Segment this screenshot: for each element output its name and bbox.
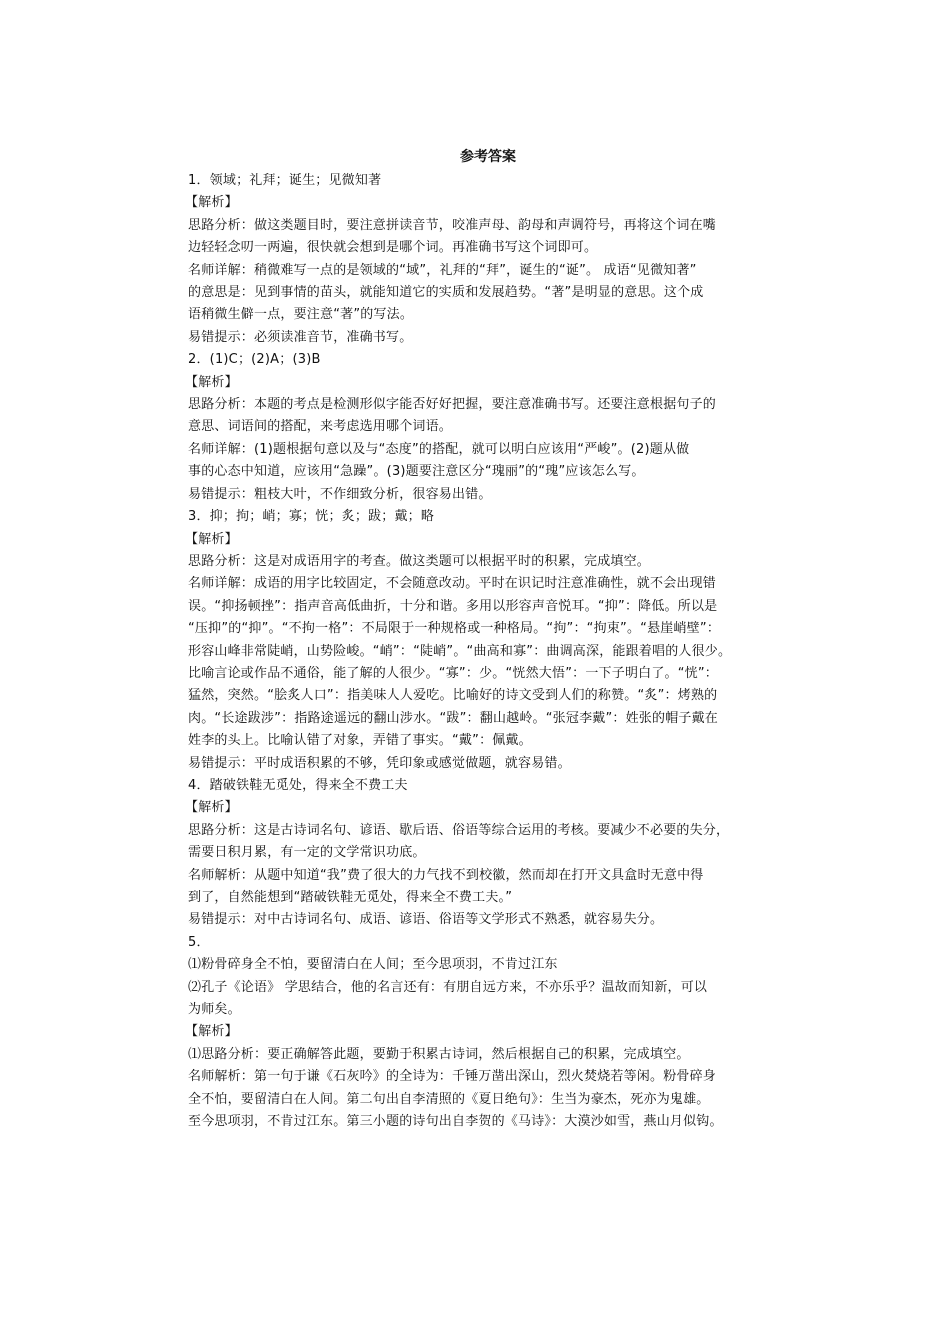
line-8: 易错提示：必须读准音节，准确书写。 — [188, 329, 413, 345]
line-1: 1．领域；礼拜；诞生；见微知著 — [188, 173, 382, 188]
line-32: 名师解析：从题中知道“我”费了很大的力气找不到校徽，然而却在打开文具盒时无意中得 — [188, 867, 704, 883]
line-17: 【解析】 — [185, 531, 238, 547]
line-3: 思路分析：做这类题目时，要注意拼读音节，咬准声母、韵母和声调符号，再将这个词在嘴 — [188, 217, 717, 233]
line-34: 易错提示：对中古诗词名句、成语、谚语、俗语等文学形式不熟悉，就容易失分。 — [188, 912, 664, 928]
line-23: 比喻言论或作品不通俗，能了解的人很少。“寡”：少。“恍然大悟”：一下子明白了。“恍”： — [188, 665, 719, 681]
line-24: 猛然，突然。“脍炙人口”：指美味人人爱吃。比喻好的诗文受到人们的称赞。“炙”：烤熟的 — [188, 688, 718, 704]
document-body — [185, 170, 788, 1133]
line-29: 【解析】 — [185, 800, 238, 816]
line-11: 思路分析：本题的考点是检测形似字能否好好把握，要注意准确书写。还要注意根据句子的 — [188, 397, 717, 413]
line-37: ⑵孔子《论语》 学思结合，他的名言还有：有朋自远方来，不亦乐乎？温故而知新，可以 — [188, 979, 708, 995]
answer-document — [185, 146, 788, 1133]
line-35: 5． — [188, 934, 210, 950]
line-12: 意思、词语间的搭配，来考虑选用哪个词语。 — [188, 419, 453, 435]
line-19: 名师详解：成语的用字比较固定，不会随意改动。平时在识记时注意准确性，就不会出现错 — [188, 576, 717, 592]
line-25: 肉。“长途跋涉”：指路途遥远的翻山涉水。“跋”：翻山越岭。“张冠李戴”：姓张的帽子戴在 — [188, 710, 719, 726]
line-4: 边轻轻念叨一两遍，很快就会想到是哪个词。再准确书写这个词即可。 — [188, 240, 598, 256]
line-14: 事的心态中知道，应该用“急躁”。(3)题要注意区分“瑰丽”的“瑰”应该怎么写。 — [188, 464, 645, 480]
line-33: 到了，自然能想到“踏破铁鞋无觅处，得来全不费工夫。” — [188, 890, 513, 905]
line-36: ⑴粉骨碎身全不怕，要留清白在人间；至今思项羽，不肯过江东 — [188, 957, 558, 973]
line-28: 4．踏破铁鞋无觅处，得来全不费工夫 — [188, 777, 408, 793]
line-40: ⑴思路分析：要正确解答此题，要勤于积累古诗词，然后根据自己的积累，完成填空。 — [188, 1046, 690, 1062]
line-20: 误。“抑扬顿挫”：指声音高低曲折，十分和谐。多用以形容声音悦耳。“抑”：降低。所以是 — [188, 598, 718, 614]
document-title: 参考答案 — [460, 149, 516, 165]
line-13: 名师详解：(1)题根据句意以及与“态度”的搭配，就可以明白应该用“严峻”。(2)题从做 — [188, 441, 690, 457]
line-10: 【解析】 — [185, 374, 238, 390]
line-41: 名师解析：第一句于谦《石灰吟》的全诗为：千锤万凿出深山，烈火焚烧若等闲。粉骨碎身 — [188, 1069, 717, 1085]
line-42: 全不怕，要留清白在人间。第二句出自李清照的《夏日绝句》：生当为豪杰，死亦为鬼雄。 — [188, 1091, 710, 1107]
line-27: 易错提示：平时成语积累的不够，凭印象或感觉做题，就容易错。 — [188, 755, 571, 771]
line-30: 思路分析：这是古诗词名句、谚语、歇后语、俗语等综合运用的考核。要减少不必要的失分， — [188, 822, 730, 838]
line-38: 为师矣。 — [188, 1002, 241, 1018]
line-5: 名师详解：稍微难写一点的是领域的“域”，礼拜的“拜”，诞生的“诞”。 成语“见微知著” — [188, 262, 697, 278]
line-6: 的意思是：见到事情的苗头，就能知道它的实质和发展趋势。“著”是明显的意思。这个成 — [188, 285, 704, 301]
line-43: 至今思项羽，不肯过江东。第三小题的诗句出自李贺的《马诗》：大漠沙如雪，燕山月似钩。 — [188, 1114, 723, 1130]
line-39: 【解析】 — [185, 1024, 238, 1040]
line-22: 形容山峰非常陡峭，山势险峻。“峭”：“陡峭”。“曲高和寡”：曲调高深，能跟着唱的人很少。 — [188, 643, 732, 659]
line-2: 【解析】 — [185, 195, 238, 211]
line-26: 姓李的头上。比喻认错了对象，弄错了事实。“戴”：佩戴。 — [188, 733, 532, 749]
line-15: 易错提示：粗枝大叶，不作细致分析，很容易出错。 — [188, 486, 492, 502]
line-16: 3．抑；拘；峭；寡；恍；炙；跋；戴；略 — [188, 509, 435, 525]
line-31: 需要日积月累，有一定的文学常识功底。 — [188, 845, 426, 861]
line-18: 思路分析：这是对成语用字的考查。做这类题可以根据平时的积累，完成填空。 — [188, 553, 651, 569]
line-21: “压抑”的“抑”。“不拘一格”：不局限于一种规格或一种格局。“拘”：“拘束”。“悬崖峭壁”： — [188, 621, 721, 637]
line-9: 2．(1)C；(2)A；(3)B — [188, 352, 321, 368]
line-7: 语稍微生僻一点，要注意“著”的写法。 — [188, 307, 414, 323]
